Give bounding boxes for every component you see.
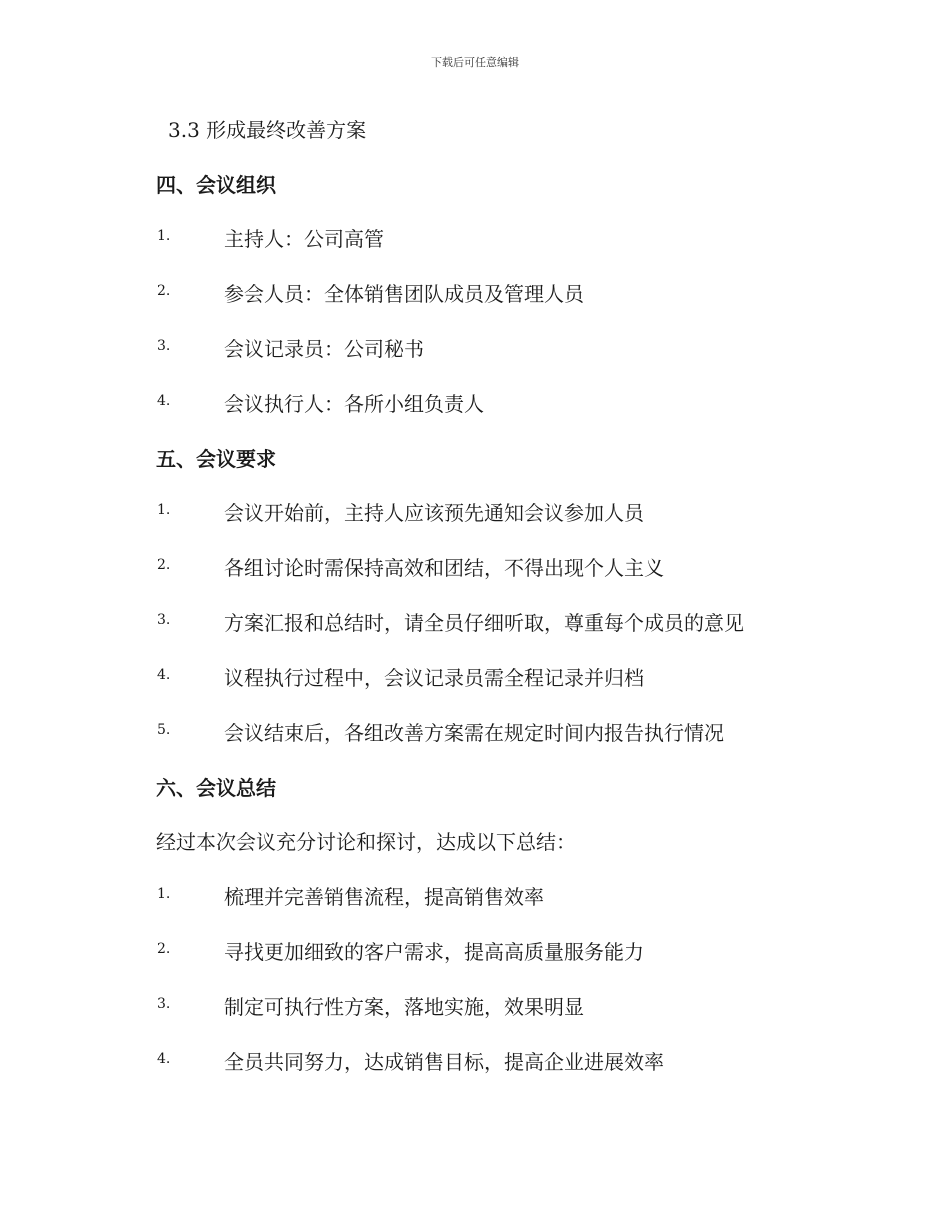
item-number: 4. <box>157 393 171 409</box>
item-text: 寻找更加细致的客户需求，提高高质量服务能力 <box>224 940 644 964</box>
item-number: 5. <box>157 722 171 738</box>
item-number: 1. <box>157 886 171 902</box>
item-number: 4. <box>157 1051 171 1067</box>
item-text: 全员共同努力，达成销售目标，提高企业进展效率 <box>224 1050 664 1074</box>
item-text: 会议记录员：公司秘书 <box>224 337 424 361</box>
item-text: 方案汇报和总结时，请全员仔细听取，尊重每个成员的意见 <box>224 611 744 635</box>
item-number: 3. <box>157 996 171 1012</box>
item-text: 主持人：公司高管 <box>224 227 384 251</box>
item-text: 参会人员：全体销售团队成员及管理人员 <box>224 282 584 306</box>
subheading: 3.3 形成最终改善方案 <box>168 118 367 142</box>
item-text: 各组讨论时需保持高效和团结，不得出现个人主义 <box>224 556 664 580</box>
item-text: 会议结束后，各组改善方案需在规定时间内报告执行情况 <box>224 721 724 745</box>
section-6-title: 六、会议总结 <box>156 776 276 800</box>
section-6-intro: 经过本次会议充分讨论和探讨，达成以下总结： <box>156 830 576 854</box>
item-text: 会议执行人：各所小组负责人 <box>224 392 484 416</box>
item-number: 2. <box>157 557 171 573</box>
page-header: 下载后可任意编辑 <box>431 56 519 69</box>
item-number: 1. <box>157 228 171 244</box>
item-text: 议程执行过程中，会议记录员需全程记录并归档 <box>224 666 644 690</box>
item-number: 2. <box>157 941 171 957</box>
item-text: 制定可执行性方案，落地实施，效果明显 <box>224 995 584 1019</box>
item-number: 3. <box>157 338 171 354</box>
item-number: 2. <box>157 283 171 299</box>
section-4-title: 四、会议组织 <box>156 173 276 197</box>
item-number: 1. <box>157 502 171 518</box>
section-5-title: 五、会议要求 <box>156 447 276 471</box>
item-text: 会议开始前，主持人应该预先通知会议参加人员 <box>224 501 644 525</box>
item-number: 3. <box>157 612 171 628</box>
item-text: 梳理并完善销售流程，提高销售效率 <box>224 885 544 909</box>
item-number: 4. <box>157 667 171 683</box>
